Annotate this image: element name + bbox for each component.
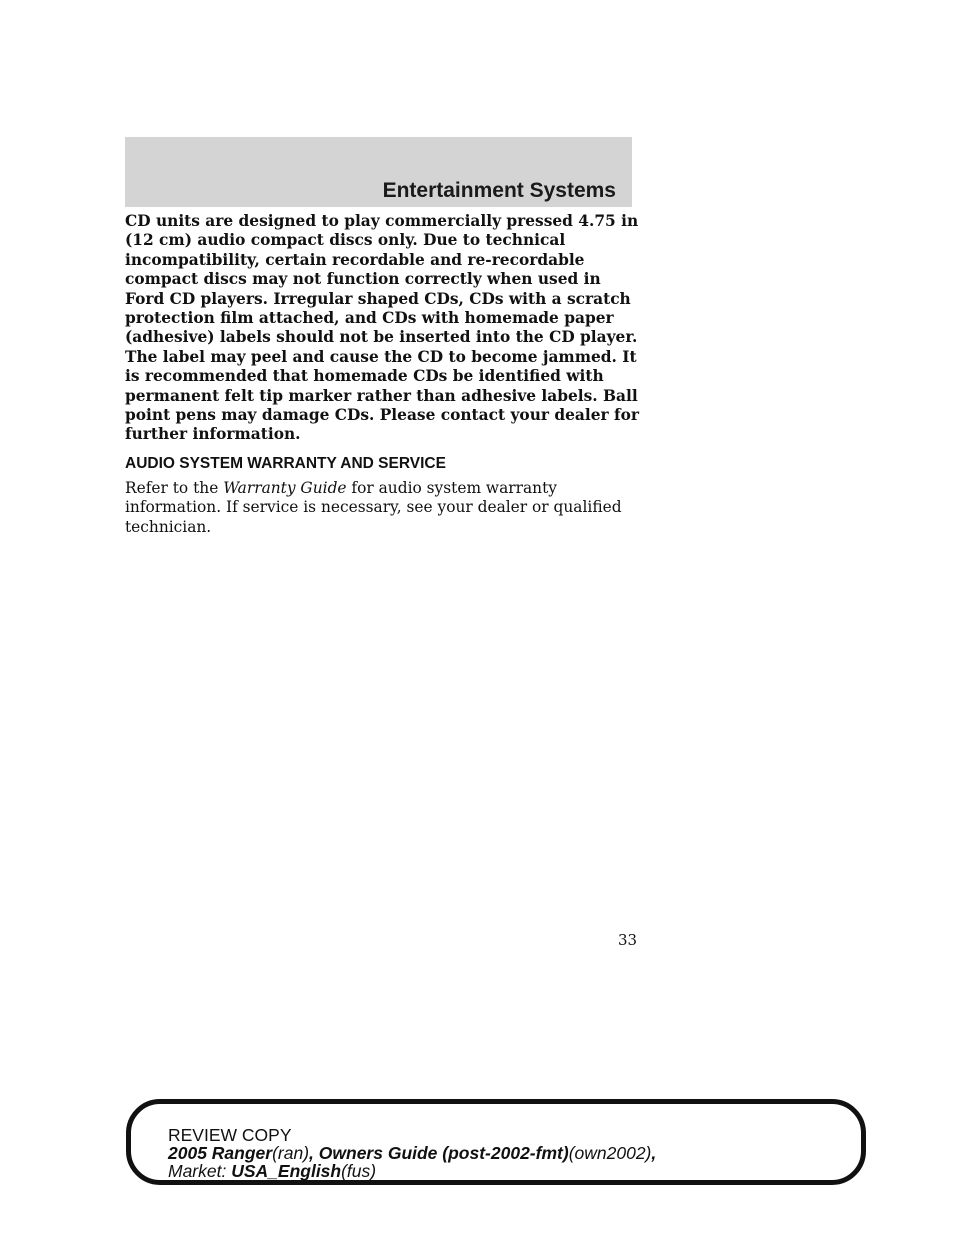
review-copy-text [168,1126,656,1180]
warranty-text-start: Refer to the [125,478,224,497]
warranty-guide-title: Warranty Guide [223,478,347,497]
page-content [125,212,645,537]
cd-compatibility-note: CD units are designed to play commercially pressed 4.75 in (12 cm) audio compact discs only. Due to technical incompatibility, certain recordable and re-recordable compact discs may not function correctly when used in Ford CD players. Irregular shaped CDs, CDs with a scratch protection film attached, and CDs with homemade paper (adhesive) labels should not be inserted into the CD player. The label may peel and cause the CD to become jammed. It is recommended that homemade CDs be identified with permanent felt tip marker rather than adhesive labels. Ball point pens may damage CDs. Please contact your dealer for further information. [125,212,639,444]
warranty-text-end: for audio system warranty information. If service is necessary, see your dealer or qualified technician. [125,478,622,536]
market-line: Market: USA_English(fus) [168,1161,377,1181]
page-number: 33 [618,931,638,949]
review-copy-label: REVIEW COPY [168,1125,292,1145]
warranty-paragraph [125,479,645,537]
document-id-line: 2005 Ranger(ran), Owners Guide (post-2002-fmt)(own2002), [168,1143,657,1163]
review-copy-box [126,1099,866,1185]
warranty-heading: AUDIO SYSTEM WARRANTY AND SERVICE [125,454,446,472]
section-header-band [125,137,632,207]
section-title: Entertainment Systems [382,179,616,202]
